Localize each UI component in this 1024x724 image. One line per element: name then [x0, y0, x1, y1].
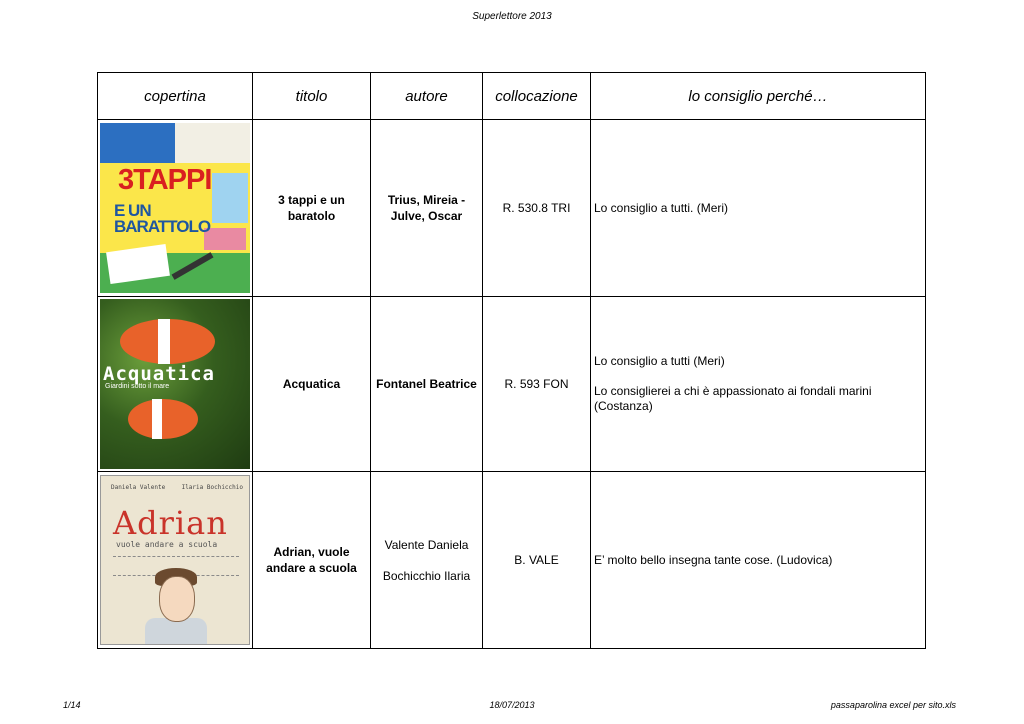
column-header-titolo: titolo	[253, 73, 371, 120]
reason-text: Lo consiglio a tutti (Meri)	[594, 354, 725, 368]
page-header: Superlettore 2013	[472, 11, 552, 22]
column-header-collocazione: collocazione	[483, 73, 591, 120]
column-header-copertina: copertina	[98, 73, 253, 120]
author-cell: Trius, Mireia - Julve, Oscar	[371, 120, 483, 297]
reason-cell	[591, 120, 926, 297]
reason-text: Lo consiglierei a chi è appassionato ai fondali marini (Costanza)	[594, 384, 872, 413]
cover-cell	[98, 297, 253, 472]
cover-subtitle: Giardini sotto il mare	[105, 383, 170, 390]
cover-subtitle: vuole andare a scuola	[116, 540, 218, 549]
author-cell	[371, 472, 483, 649]
page-number: 1/14	[63, 700, 81, 710]
cover-title: Acquatica	[103, 363, 215, 385]
cover-cell	[98, 120, 253, 297]
cover-author: Daniela Valente	[111, 484, 166, 491]
cover-cell	[98, 472, 253, 649]
cover-title: 3TAPPI	[118, 164, 212, 196]
header-row	[98, 73, 926, 120]
reason-cell	[591, 472, 926, 649]
footer-date: 18/07/2013	[489, 700, 535, 710]
location-cell: B. VALE	[483, 472, 591, 649]
footer-filename: passaparolina excel per sito.xls	[830, 700, 956, 710]
cover-subtitle: E UN BARATTOLO	[114, 201, 211, 236]
book-table	[97, 72, 926, 649]
cover-author: Ilaria Bochicchio	[181, 484, 243, 491]
location-cell: R. 530.8 TRI	[483, 120, 591, 297]
title-cell: Acquatica	[253, 297, 371, 472]
table-row	[98, 120, 926, 297]
cover-image-adrian	[100, 475, 250, 645]
table-row	[98, 297, 926, 472]
reason-text: E’ molto bello insegna tante cose. (Ludovica)	[594, 552, 833, 567]
author-cell: Fontanel Beatrice	[371, 297, 483, 472]
title-cell: Adrian, vuole andare a scuola	[253, 472, 371, 649]
location-cell: R. 593 FON	[483, 297, 591, 472]
author-name: Bochicchio Ilaria	[382, 568, 471, 583]
cover-image-acquatica	[100, 299, 250, 469]
author-name: Valente Daniela	[384, 537, 469, 552]
column-header-autore: autore	[371, 73, 483, 120]
reason-cell	[591, 297, 926, 472]
column-header-consiglio: lo consiglio perché…	[591, 73, 926, 120]
title-cell: 3 tappi e un baratolo	[253, 120, 371, 297]
cover-title: Adrian	[113, 504, 228, 542]
reason-text: Lo consiglio a tutti. (Meri)	[594, 200, 729, 215]
cover-image-3-tappi	[100, 123, 250, 293]
table-row	[98, 472, 926, 649]
